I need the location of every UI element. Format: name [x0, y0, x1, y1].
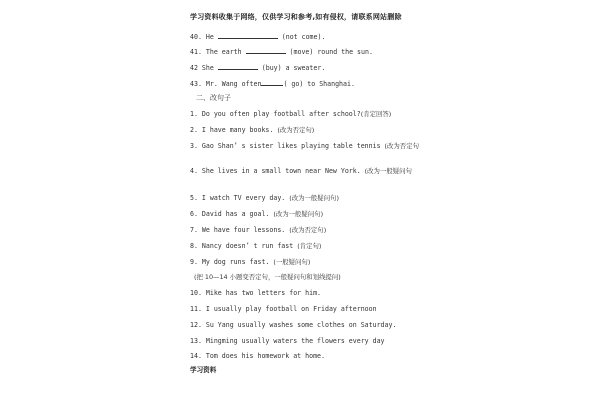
answer-blank: [218, 31, 278, 39]
section-title: 二、改句子: [196, 94, 231, 102]
question-text: (move) round the sun.: [285, 48, 373, 56]
question-text: (buy) a sweater.: [257, 64, 326, 72]
sentence-7: [190, 226, 326, 235]
question-text: ( go) to Shanghai.: [283, 80, 355, 88]
question-text: 40. He: [190, 33, 218, 41]
sentence-text: 1. Do you often play football after school?: [190, 110, 361, 118]
sentence-text: 4. She lives in a small town near New York.: [190, 167, 365, 175]
sentence-14: 14. Tom does his homework at home.: [190, 352, 325, 360]
sentence-1: [190, 110, 391, 119]
question-text: 43. Mr. Wang often: [190, 80, 262, 88]
sentence-10: 10. Mike has two letters for him.: [190, 289, 322, 297]
exercise-instruction: (把 10—14 小题变否定句，一般疑问句和划线提问): [194, 273, 341, 281]
sentence-instruction: (改为否定句: [384, 142, 419, 150]
question-42: [190, 62, 325, 73]
sentence-instruction: (改为否定句): [289, 226, 327, 234]
sentence-instruction: (肯定回答): [360, 110, 392, 118]
question-text: 41. The earth: [190, 48, 246, 56]
sentence-5: [190, 194, 339, 203]
question-text: (not come).: [277, 33, 326, 41]
sentence-text: 9. My dog runs fast.: [190, 258, 274, 266]
question-43: [190, 78, 355, 89]
sentence-text: 2. I have many books.: [190, 126, 278, 134]
sentence-instruction: (改为否定句): [277, 126, 315, 134]
sentence-4: [190, 167, 412, 176]
sentence-8: [190, 242, 321, 251]
sentence-13: 13. Mingming usually waters the flowers every day: [190, 337, 385, 345]
sentence-text: 6. David has a goal.: [190, 210, 274, 218]
question-text: 42 She: [190, 64, 218, 72]
sentence-text: 7. We have four lessons.: [190, 226, 290, 234]
sentence-instruction: (肯定句): [297, 242, 322, 250]
sentence-instruction: (改为一般疑问句): [273, 210, 324, 218]
page-footer: 学习资料: [190, 366, 217, 374]
answer-blank: [261, 78, 283, 86]
page-header: 学习资料收集于网络，仅供学习和参考,如有侵权，请联系网站删除: [190, 13, 402, 21]
question-40: [190, 31, 325, 42]
sentence-text: 5. I watch TV every day.: [190, 194, 290, 202]
sentence-9: [190, 258, 310, 267]
sentence-instruction: (改为一般疑问句: [364, 167, 412, 175]
answer-blank: [246, 46, 286, 54]
sentence-12: 12. Su Yang usually washes some clothes on Saturday.: [190, 321, 397, 329]
answer-blank: [218, 62, 258, 70]
sentence-text: 3. Gao Shan’ s sister likes playing table tennis: [190, 142, 385, 150]
sentence-3: [190, 142, 419, 151]
sentence-instruction: (一般疑问句): [273, 258, 311, 266]
sentence-text: 8. Nancy doesn’ t run fast: [190, 242, 298, 250]
sentence-11: 11. I usually play football on Friday afternoon: [190, 305, 377, 313]
sentence-2: [190, 126, 314, 135]
question-41: [190, 46, 373, 57]
sentence-6: [190, 210, 323, 219]
sentence-instruction: (改为一般疑问句): [289, 194, 339, 202]
